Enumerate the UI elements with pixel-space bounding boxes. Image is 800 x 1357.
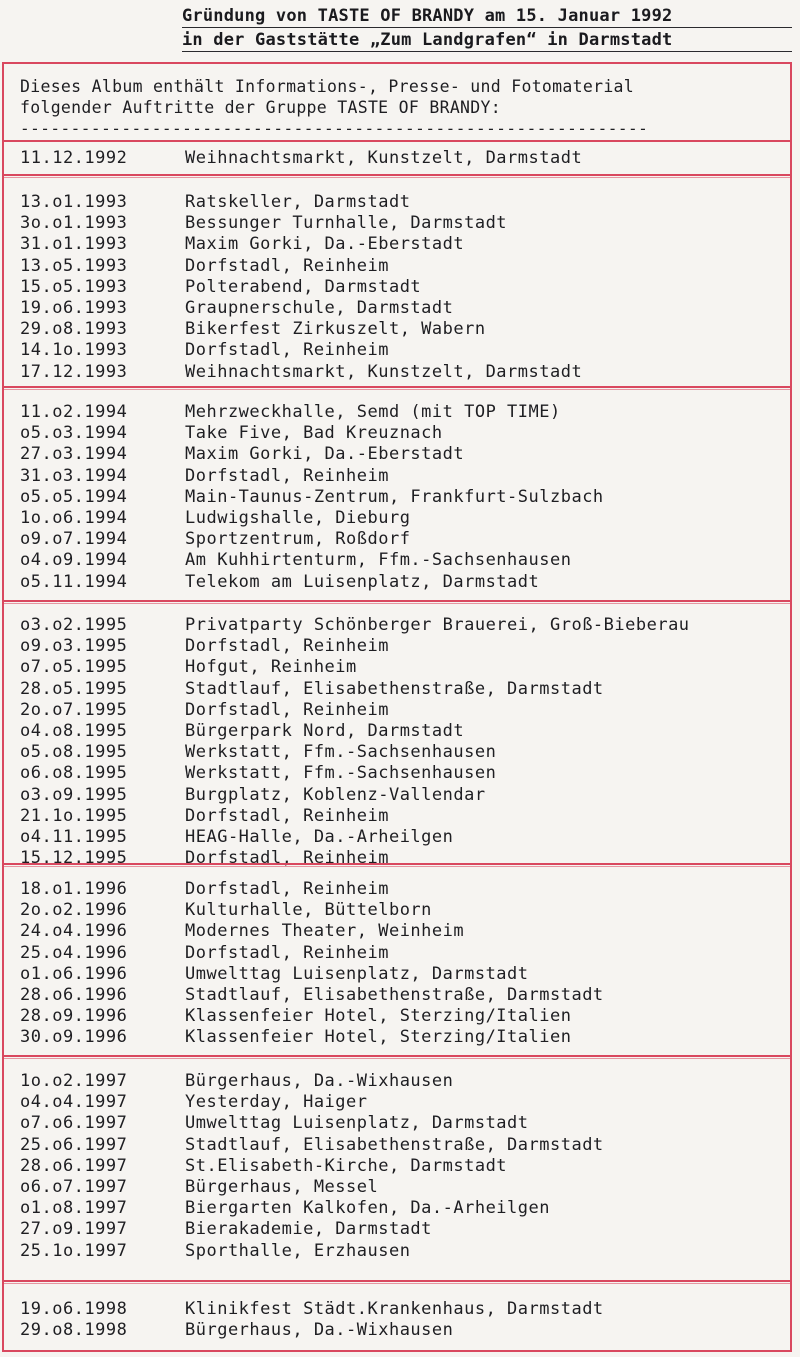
header-underline-2 — [182, 51, 792, 52]
performance-venue: Kulturhalle, Büttelborn — [185, 900, 432, 921]
performance-venue: Mehrzweckhalle, Semd (mit TOP TIME) — [185, 402, 561, 422]
performance-date: 28.o6.1996 — [20, 984, 128, 1005]
section-divider-4 — [2, 600, 792, 602]
performance-date: o1.o8.1997 — [20, 1198, 128, 1219]
performance-date: 13.o5.1993 — [20, 255, 128, 276]
performance-row — [20, 1092, 790, 1113]
performance-row — [20, 423, 790, 444]
performance-venue: Hofgut, Reinheim — [185, 657, 357, 678]
performance-date: 1o.o2.1997 — [20, 1071, 128, 1091]
performance-venue: Werkstatt, Ffm.-Sachsenhausen — [185, 742, 497, 763]
performance-row — [20, 700, 790, 721]
founding-text-1: Gründung von TASTE OF BRANDY am 15. Januar 1992 — [182, 6, 673, 26]
performance-date: 31.o3.1994 — [20, 465, 128, 486]
section-divider-shadow-2 — [2, 389, 792, 390]
performance-date: 28.o6.1997 — [20, 1155, 128, 1176]
performance-venue: Bürgerhaus, Messel — [185, 1176, 379, 1197]
section-divider-shadow-1 — [2, 177, 792, 178]
performance-row — [20, 636, 790, 657]
performance-row — [20, 466, 790, 487]
performance-venue: Polterabend, Darmstadt — [185, 276, 422, 297]
section-1998 — [20, 1299, 790, 1341]
intro-line-2: folgender Auftritte der Gruppe TASTE OF BRANDY: — [20, 98, 501, 117]
performance-row — [20, 319, 790, 340]
performance-date: 28.o9.1996 — [20, 1006, 128, 1027]
performance-date: 25.o6.1997 — [20, 1134, 128, 1155]
performance-date: o9.o7.1994 — [20, 529, 128, 550]
performance-venue: Stadtlauf, Elisabethenstraße, Darmstadt — [185, 984, 604, 1005]
performance-venue: HEAG-Halle, Da.-Arheilgen — [185, 826, 454, 847]
performance-date: o4.11.1995 — [20, 826, 128, 847]
performance-row — [20, 362, 790, 383]
performance-date: o3.o9.1995 — [20, 784, 128, 805]
section-divider-5 — [2, 863, 792, 865]
performance-row — [20, 192, 790, 213]
performance-row — [20, 444, 790, 465]
performance-date: 13.o1.1993 — [20, 192, 128, 212]
founding-text-2: in der Gaststätte „Zum Landgrafen“ in Darmstadt — [182, 30, 673, 50]
performance-venue: Weihnachtsmarkt, Kunstzelt, Darmstadt — [185, 361, 583, 382]
performance-venue: Dorfstadl, Reinheim — [185, 636, 389, 657]
performance-date: 1o.o6.1994 — [20, 507, 128, 528]
section-1995 — [20, 615, 790, 869]
performance-date: o7.o5.1995 — [20, 657, 128, 678]
performance-venue: Sporthalle, Erzhausen — [185, 1240, 411, 1261]
performance-row — [20, 1198, 790, 1219]
performance-date: o3.o2.1995 — [20, 615, 128, 635]
performance-row — [20, 148, 790, 169]
performance-row — [20, 721, 790, 742]
dashed-separator: -------------------------------------------------------------- — [20, 121, 649, 137]
performance-date: o4.o4.1997 — [20, 1092, 128, 1113]
performance-venue: Stadtlauf, Elisabethenstraße, Darmstadt — [185, 1134, 604, 1155]
performance-date: 15.12.1995 — [20, 848, 128, 869]
performance-date: 28.o5.1995 — [20, 678, 128, 699]
performance-row — [20, 508, 790, 529]
performance-date: 24.o4.1996 — [20, 921, 128, 942]
performance-date: 14.1o.1993 — [20, 340, 128, 361]
performance-row — [20, 900, 790, 921]
performance-date: 30.o9.1996 — [20, 1027, 128, 1048]
performance-date: o6.o8.1995 — [20, 763, 128, 784]
performance-date: 3o.o1.1993 — [20, 213, 128, 234]
performance-row — [20, 277, 790, 298]
section-divider-shadow-6 — [2, 1283, 792, 1284]
performance-row — [20, 572, 790, 593]
performance-row — [20, 763, 790, 784]
performance-venue: Dorfstadl, Reinheim — [185, 340, 389, 361]
performance-date: 27.o3.1994 — [20, 444, 128, 465]
performance-date: 19.o6.1993 — [20, 297, 128, 318]
performance-row — [20, 879, 790, 900]
performance-venue: Dorfstadl, Reinheim — [185, 848, 389, 869]
performance-date: o9.o3.1995 — [20, 636, 128, 657]
performance-venue: Dorfstadl, Reinheim — [185, 465, 389, 486]
section-1994 — [20, 402, 790, 593]
section-divider-1 — [2, 140, 792, 142]
section-divider-shadow-5 — [2, 1058, 792, 1059]
performance-row — [20, 1027, 790, 1048]
performance-row — [20, 785, 790, 806]
performance-row — [20, 1113, 790, 1134]
performance-venue: Stadtlauf, Elisabethenstraße, Darmstadt — [185, 678, 604, 699]
performance-row — [20, 1177, 790, 1198]
section-divider-3 — [2, 386, 792, 388]
section-1992 — [20, 148, 790, 169]
performance-row — [20, 827, 790, 848]
performance-date: 2o.o2.1996 — [20, 900, 128, 921]
album-intro — [20, 76, 780, 118]
founding-line-1 — [182, 4, 792, 28]
section-1997 — [20, 1071, 790, 1262]
performance-row — [20, 1006, 790, 1027]
performance-date: 19.o6.1998 — [20, 1299, 128, 1319]
performance-venue: Umwelttag Luisenplatz, Darmstadt — [185, 963, 529, 984]
performance-row — [20, 806, 790, 827]
performance-venue: Weihnachtsmarkt, Kunstzelt, Darmstadt — [185, 148, 583, 168]
performance-row — [20, 679, 790, 700]
performance-row — [20, 1135, 790, 1156]
performance-row — [20, 340, 790, 361]
performance-venue: Ratskeller, Darmstadt — [185, 192, 411, 212]
performance-venue: Am Kuhhirtenturm, Ffm.-Sachsenhausen — [185, 550, 572, 571]
performance-date: 21.1o.1995 — [20, 805, 128, 826]
performance-row — [20, 1071, 790, 1092]
performance-venue: Dorfstadl, Reinheim — [185, 699, 389, 720]
performance-venue: Bürgerpark Nord, Darmstadt — [185, 720, 465, 741]
performance-date: 18.o1.1996 — [20, 879, 128, 899]
performance-row — [20, 921, 790, 942]
performance-date: o5.o8.1995 — [20, 742, 128, 763]
performance-date: 2o.o7.1995 — [20, 699, 128, 720]
section-divider-2 — [2, 174, 792, 176]
performance-venue: Maxim Gorki, Da.-Eberstadt — [185, 444, 465, 465]
performance-venue: Telekom am Luisenplatz, Darmstadt — [185, 571, 540, 592]
performance-venue: Sportzentrum, Roßdorf — [185, 529, 411, 550]
performance-venue: Yesterday, Haiger — [185, 1092, 368, 1113]
performance-row — [20, 985, 790, 1006]
section-divider-7 — [2, 1280, 792, 1282]
performance-venue: Bikerfest Zirkuszelt, Wabern — [185, 319, 486, 340]
performance-venue: Main-Taunus-Zentrum, Frankfurt-Sulzbach — [185, 486, 604, 507]
founding-line-2 — [182, 28, 792, 52]
performance-date: o4.o9.1994 — [20, 550, 128, 571]
performance-date: o7.o6.1997 — [20, 1113, 128, 1134]
performance-date: 17.12.1993 — [20, 361, 128, 382]
performance-date: 31.o1.1993 — [20, 234, 128, 255]
performance-venue: Take Five, Bad Kreuznach — [185, 423, 443, 444]
section-1993 — [20, 192, 790, 383]
performance-venue: Dorfstadl, Reinheim — [185, 942, 389, 963]
performance-venue: Biergarten Kalkofen, Da.-Arheilgen — [185, 1198, 550, 1219]
performance-venue: Bierakademie, Darmstadt — [185, 1219, 432, 1240]
performance-date: 25.o4.1996 — [20, 942, 128, 963]
performance-date: 29.o8.1993 — [20, 319, 128, 340]
performance-venue: Dorfstadl, Reinheim — [185, 255, 389, 276]
performance-venue: Werkstatt, Ffm.-Sachsenhausen — [185, 763, 497, 784]
performance-venue: Klassenfeier Hotel, Sterzing/Italien — [185, 1006, 572, 1027]
performance-venue: Klassenfeier Hotel, Sterzing/Italien — [185, 1027, 572, 1048]
performance-venue: St.Elisabeth-Kirche, Darmstadt — [185, 1155, 508, 1176]
performance-venue: Klinikfest Städt.Krankenhaus, Darmstadt — [185, 1299, 604, 1319]
performance-date: o5.o3.1994 — [20, 423, 128, 444]
performance-date: 11.o2.1994 — [20, 402, 128, 422]
performance-date: 25.1o.1997 — [20, 1240, 128, 1261]
performance-row — [20, 657, 790, 678]
performance-venue: Burgplatz, Koblenz-Vallendar — [185, 784, 486, 805]
performance-row — [20, 1156, 790, 1177]
performance-venue: Graupnerschule, Darmstadt — [185, 297, 454, 318]
section-divider-shadow-3 — [2, 603, 792, 604]
performance-row — [20, 213, 790, 234]
performance-venue: Dorfstadl, Reinheim — [185, 805, 389, 826]
performance-row — [20, 615, 790, 636]
section-1996 — [20, 879, 790, 1049]
performance-row — [20, 402, 790, 423]
performance-date: o1.o6.1996 — [20, 963, 128, 984]
performance-date: 15.o5.1993 — [20, 276, 128, 297]
performance-date: o6.o7.1997 — [20, 1176, 128, 1197]
performance-row — [20, 234, 790, 255]
performance-date: 11.12.1992 — [20, 148, 128, 168]
performance-venue: Dorfstadl, Reinheim — [185, 879, 389, 899]
performance-venue: Umwelttag Luisenplatz, Darmstadt — [185, 1113, 529, 1134]
performance-date: 29.o8.1998 — [20, 1320, 128, 1341]
performance-row — [20, 487, 790, 508]
performance-venue: Privatparty Schönberger Brauerei, Groß-Bieberau — [185, 615, 690, 635]
album-page — [2, 62, 792, 1352]
performance-venue: Maxim Gorki, Da.-Eberstadt — [185, 234, 465, 255]
performance-row — [20, 298, 790, 319]
performance-venue: Bessunger Turnhalle, Darmstadt — [185, 213, 508, 234]
performance-row — [20, 550, 790, 571]
section-divider-6 — [2, 1055, 792, 1057]
performance-venue: Bürgerhaus, Da.-Wixhausen — [185, 1071, 454, 1091]
performance-row — [20, 1299, 790, 1320]
founding-header — [182, 4, 792, 52]
performance-row — [20, 1241, 790, 1262]
section-divider-shadow-4 — [2, 866, 792, 867]
performance-venue: Modernes Theater, Weinheim — [185, 921, 465, 942]
intro-line-1: Dieses Album enthält Informations-, Presse- und Fotomaterial — [20, 77, 635, 96]
performance-row — [20, 964, 790, 985]
performance-date: 27.o9.1997 — [20, 1219, 128, 1240]
performance-date: o5.11.1994 — [20, 571, 128, 592]
performance-row — [20, 256, 790, 277]
performance-venue: Bürgerhaus, Da.-Wixhausen — [185, 1320, 454, 1341]
performance-row — [20, 1320, 790, 1341]
performance-row — [20, 529, 790, 550]
performance-venue: Ludwigshalle, Dieburg — [185, 507, 411, 528]
performance-row — [20, 742, 790, 763]
performance-row — [20, 1219, 790, 1240]
performance-date: o4.o8.1995 — [20, 720, 128, 741]
performance-date: o5.o5.1994 — [20, 486, 128, 507]
performance-row — [20, 943, 790, 964]
